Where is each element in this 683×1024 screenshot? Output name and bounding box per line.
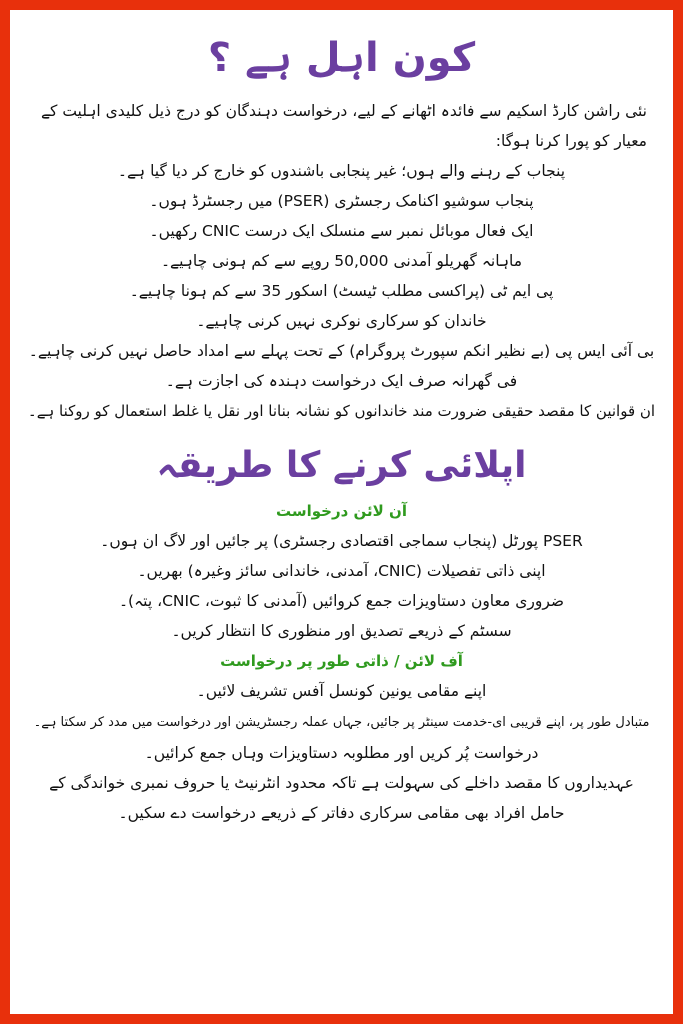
eligibility-item: ان قوانین کا مقصد حقیقی ضرورت مند خاندانوں کو نشانہ بنانا اور نقل یا غلط استعمال کو روکنا ہے۔ (27, 402, 656, 420)
offline-step: اپنے مقامی یونین کونسل آفس تشریف لائیں۔ (196, 682, 487, 700)
offline-step: متبادل طور پر، اپنے قریبی ای-خدمت سینٹر پر جائیں، جہاں عملہ رجسٹریشن اور درخواست میں مدد کر سکتا ہے۔ (33, 715, 650, 730)
eligibility-title: کون اہل ہے ؟ (207, 35, 476, 81)
eligibility-item: پنجاب سوشیو اکنامک رجسٹری (PSER) میں رجسٹرڈ ہوں۔ (149, 192, 534, 210)
eligibility-item: فی گھرانہ صرف ایک درخواست دہندہ کی اجازت ہے۔ (165, 372, 518, 390)
online-step: ضروری معاون دستاویزات جمع کروائیں (آمدنی کا ثبوت، CNIC، پتہ)۔ (118, 592, 565, 610)
closing-note: عہدیداروں کا مقصد داخلے کی سہولت ہے تاکہ محدود انٹرنیٹ یا حروف نمبری خواندگی کے حامل افراد بھی مقامی سرکاری دفاتر کے ذریعے درخواست دے سکیں۔ (49, 774, 634, 822)
eligibility-item: خاندان کو سرکاری نوکری نہیں کرنی چاہیے۔ (196, 312, 487, 330)
eligibility-intro: نئی راشن کارڈ اسکیم سے فائدہ اٹھانے کے لیے، درخواست دہندگان کو درج ذیل کلیدی اہلیت کے معیار کو پورا کرنا ہوگا: (40, 102, 647, 150)
offline-steps-list (20, 676, 663, 768)
eligibility-item: پنجاب کے رہنے والے ہوں؛ غیر پنجابی باشندوں کو خارج کر دیا گیا ہے۔ (117, 162, 566, 180)
online-step: PSER پورٹل (پنجاب سماجی اقتصادی رجسٹری) پر جائیں اور لاگ ان ہوں۔ (100, 532, 583, 550)
article-content (20, 20, 663, 1004)
online-step: سسٹم کے ذریعے تصدیق اور منظوری کا انتظار کریں۔ (171, 622, 512, 640)
eligibility-item: بی آئی ایس پی (بے نظیر انکم سپورٹ پروگرام) کے تحت پہلے سے امداد حاصل نہیں کرنی چاہیے۔ (28, 342, 655, 360)
offline-step: درخواست پُر کریں اور مطلوبہ دستاویزات وہاں جمع کرائیں۔ (144, 744, 539, 762)
offline-heading: آف لائن / ذاتی طور پر درخواست (220, 652, 463, 670)
online-heading: آن لائن درخواست (275, 502, 407, 520)
online-steps-list (20, 526, 663, 646)
online-step: اپنی ذاتی تفصیلات (CNIC، آمدنی، خاندانی سائز وغیرہ) بھریں۔ (137, 562, 546, 580)
eligibility-list (20, 156, 663, 426)
eligibility-item: پی ایم ٹی (پراکسی مطلب ٹیسٹ) اسکور 35 سے کم ہونا چاہیے۔ (129, 282, 554, 300)
eligibility-item: ایک فعال موبائل نمبر سے منسلک ایک درست CNIC رکھیں۔ (149, 222, 534, 240)
apply-title: اپلائی کرنے کا طریقہ (156, 445, 527, 486)
eligibility-item: ماہانہ گھریلو آمدنی 50,000 روپے سے کم ہونی چاہیے۔ (160, 252, 523, 270)
